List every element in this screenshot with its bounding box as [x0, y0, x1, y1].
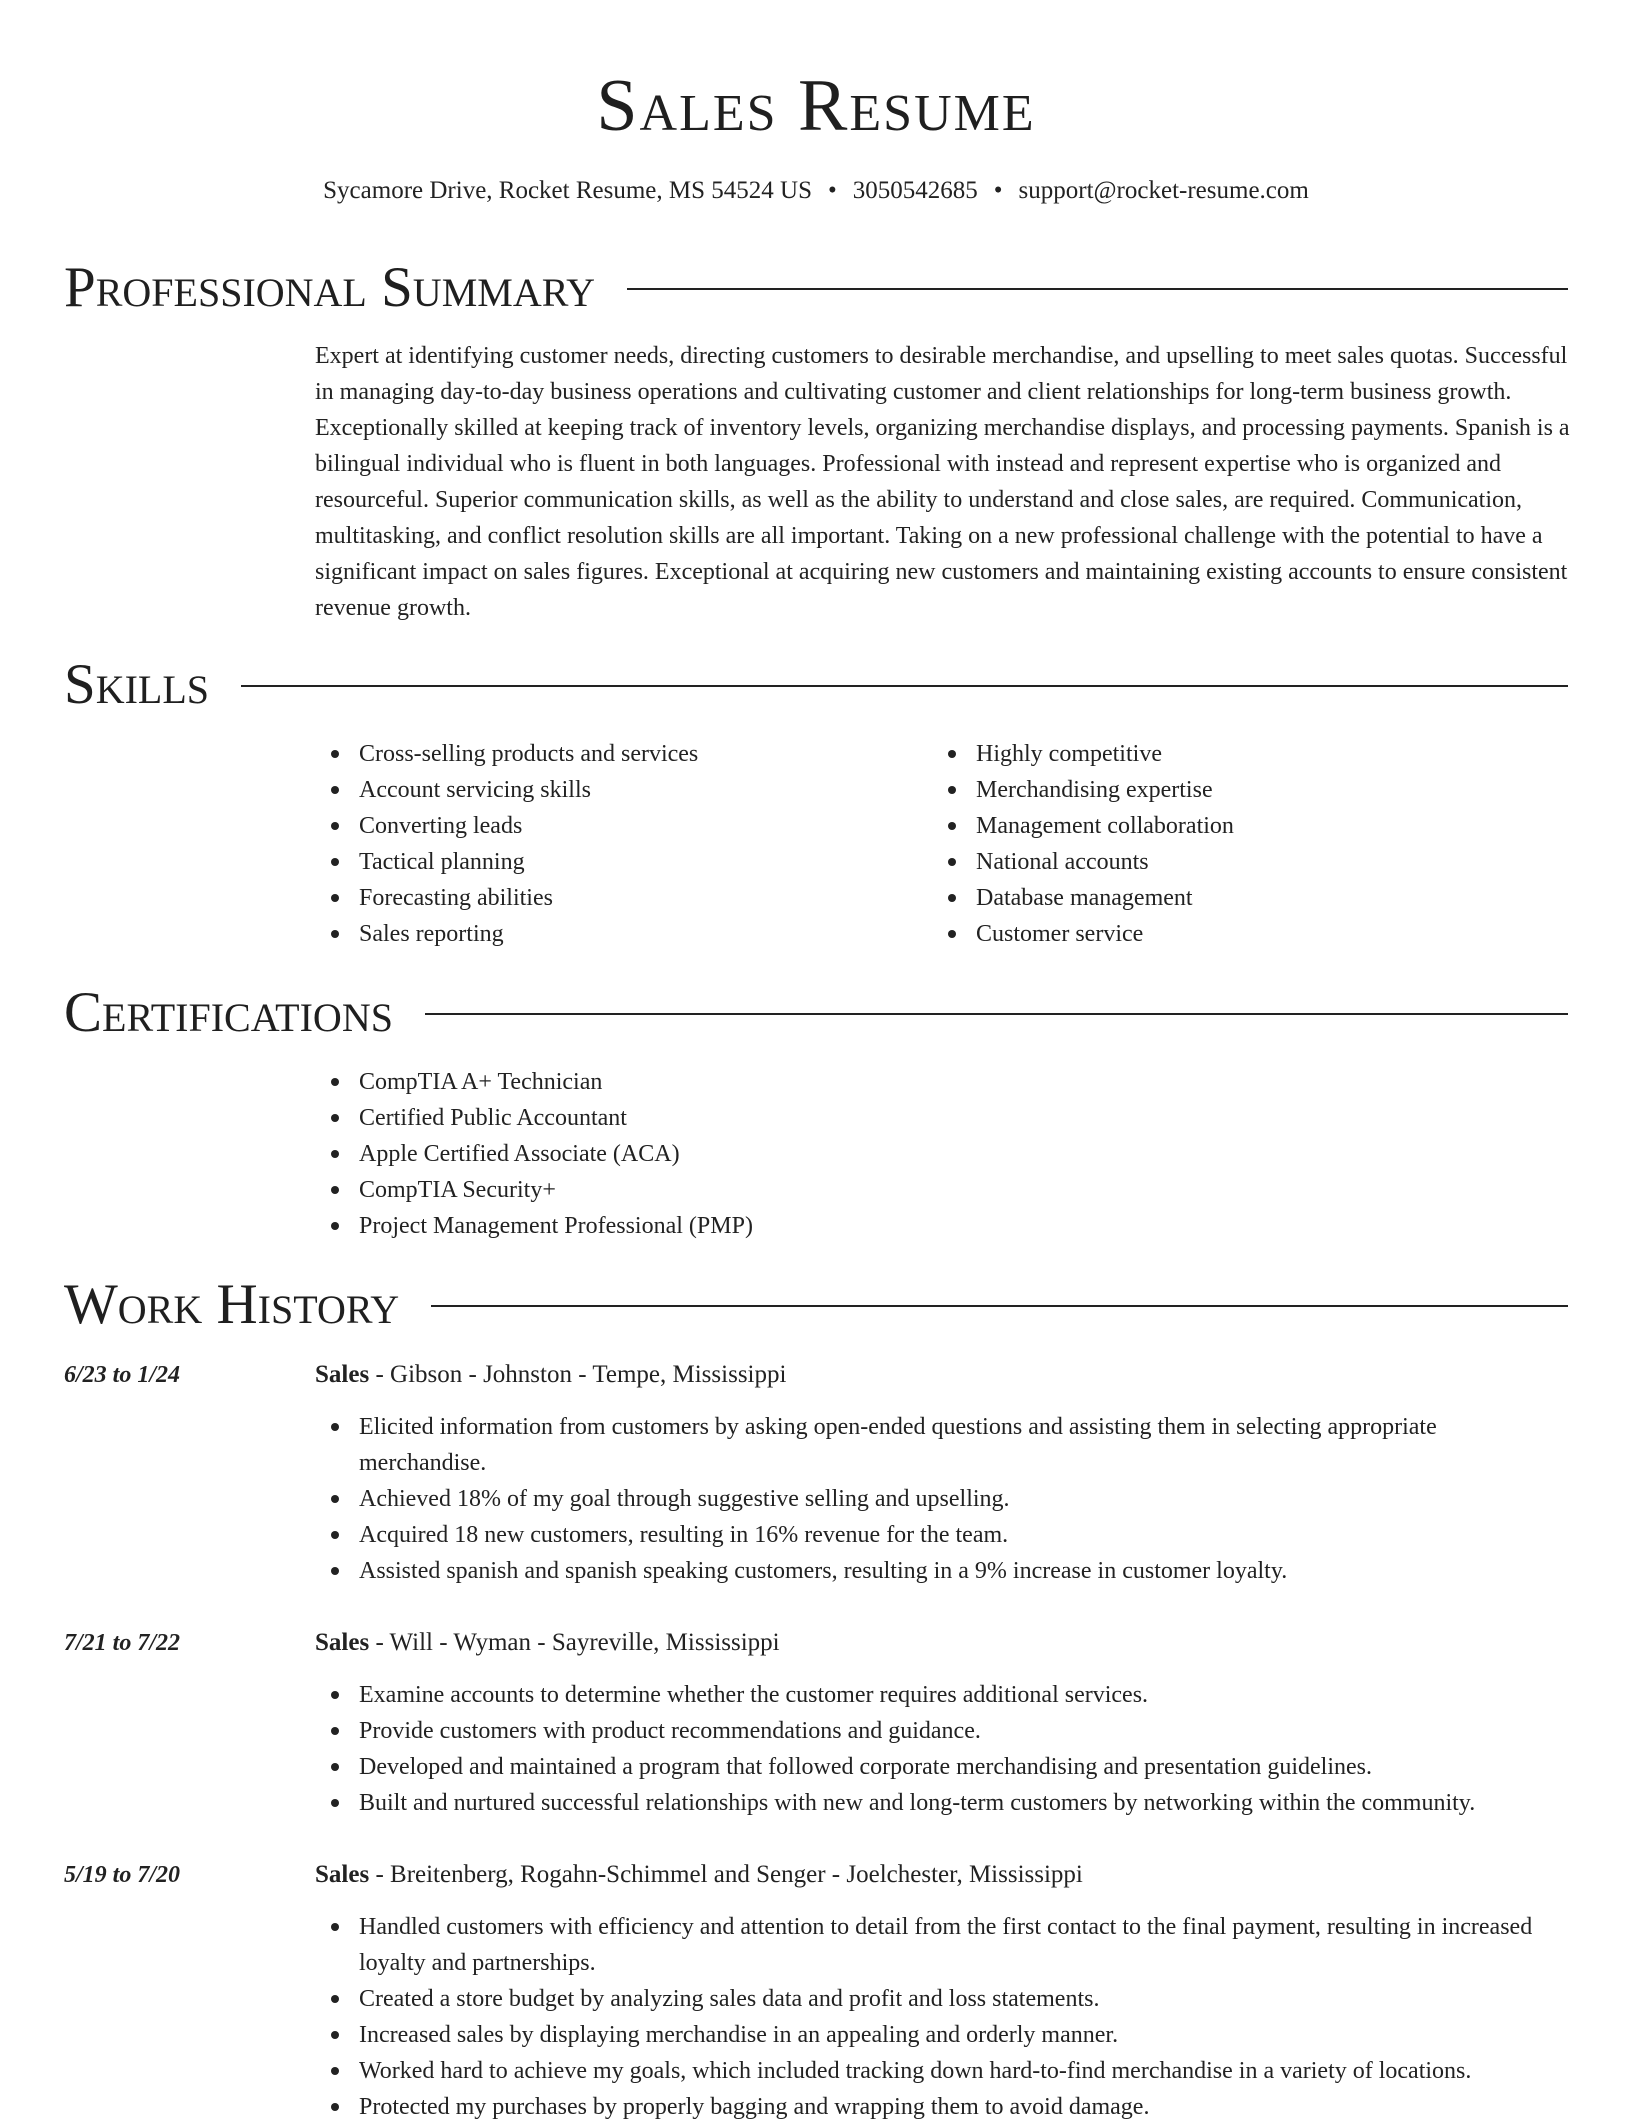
summary-heading-text: Professional Summary: [64, 256, 596, 319]
job-bullet: Developed and maintained a program that followed corporate merchandising and presentation guidelines.: [315, 1749, 1570, 1785]
job-dates: 7/21 to 7/22: [64, 1630, 181, 1656]
contact-address: Sycamore Drive, Rocket Resume, MS 54524 US: [323, 177, 812, 204]
section-divider: [627, 288, 1568, 290]
skill-item: Database management: [932, 880, 1532, 916]
job-bullet: Achieved 18% of my goal through suggestive selling and upselling.: [315, 1481, 1570, 1517]
job-bullet: Provide customers with product recommendations and guidance.: [315, 1713, 1570, 1749]
skill-item: Merchandising expertise: [932, 772, 1532, 808]
work-history-heading-text: Work History: [64, 1273, 400, 1336]
certifications-heading-text: Certifications: [64, 981, 393, 1044]
skill-item: Customer service: [932, 916, 1532, 952]
skills-heading-text: Skills: [64, 653, 210, 716]
skills-list-left: [315, 736, 915, 952]
job-bullet: Elicited information from customers by asking open-ended questions and assisting them in selecting appropriate merchandise.: [315, 1409, 1570, 1481]
skill-item: National accounts: [932, 844, 1532, 880]
section-divider: [241, 685, 1568, 687]
certifications-list: [315, 1064, 1515, 1244]
job-bullet: Worked hard to achieve my goals, which included tracking down hard-to-find merchandise in a variety of locations.: [315, 2053, 1570, 2089]
resume-title: Sales Resume: [596, 65, 1036, 147]
job-bullet: Assisted spanish and spanish speaking customers, resulting in a 9% increase in customer loyalty.: [315, 1553, 1570, 1589]
skill-item: Management collaboration: [932, 808, 1532, 844]
job-bullet: Handled customers with efficiency and attention to detail from the first contact to the final payment, resulting in increased loyalty and partnerships.: [315, 1909, 1570, 1981]
contact-line: [0, 174, 1632, 208]
skill-item: Converting leads: [315, 808, 915, 844]
job-bullets: [315, 1409, 1570, 1589]
skill-item: Forecasting abilities: [315, 880, 915, 916]
summary-text: Expert at identifying customer needs, directing customers to desirable merchandise, and upselling to meet sales quotas. Successful in managing day-to-day business operations and cultivating customer and client relationships for long-term business growth. Exceptionally skilled at keeping track of inventory levels, organizing merchandise displays, and processing payments. Spanish is a bilingual individual who is fluent in both languages. Professional with instead and represent expertise who is organized and resourceful. Superior communication skills, as well as the ability to understand and close sales, are required. Communication, multitasking, and conflict resolution skills are all important. Taking on a new professional challenge with the potential to have a significant impact on sales figures. Exceptional at acquiring new customers and maintaining existing accounts to ensure consistent revenue growth.: [315, 343, 1570, 621]
certification-item: Apple Certified Associate (ACA): [315, 1136, 1515, 1172]
job-title: [315, 1857, 1083, 1893]
job-details: - Will - Wyman - Sayreville, Mississippi: [375, 1629, 780, 1656]
job-title: [315, 1357, 786, 1393]
section-divider: [425, 1013, 1568, 1015]
job-dates: 5/19 to 7/20: [64, 1862, 181, 1888]
job-details: - Gibson - Johnston - Tempe, Mississippi: [375, 1361, 787, 1388]
job-bullet: Created a store budget by analyzing sales data and profit and loss statements.: [315, 1981, 1570, 2017]
job-bullets: [315, 1909, 1570, 2125]
skill-item: Tactical planning: [315, 844, 915, 880]
skills-list-right: [932, 736, 1532, 952]
job-bullet: Increased sales by displaying merchandise in an appealing and orderly manner.: [315, 2017, 1570, 2053]
skills-heading: [64, 650, 1568, 720]
job-bullets: [315, 1677, 1570, 1821]
certification-item: Project Management Professional (PMP): [315, 1208, 1515, 1244]
certification-item: Certified Public Accountant: [315, 1100, 1515, 1136]
summary-heading: [64, 253, 1568, 323]
skill-item: Highly competitive: [932, 736, 1532, 772]
job-role: Sales: [315, 1361, 370, 1388]
contact-email: support@rocket-resume.com: [1018, 177, 1309, 204]
contact-phone: 3050542685: [852, 177, 978, 204]
job-dates: 6/23 to 1/24: [64, 1362, 181, 1388]
certification-item: CompTIA Security+: [315, 1172, 1515, 1208]
skill-item: Cross-selling products and services: [315, 736, 915, 772]
job-details: - Breitenberg, Rogahn-Schimmel and Senger - Joelchester, Mississippi: [375, 1861, 1083, 1888]
skill-item: Sales reporting: [315, 916, 915, 952]
certifications-heading: [64, 978, 1568, 1048]
job-bullet: Acquired 18 new customers, resulting in 16% revenue for the team.: [315, 1517, 1570, 1553]
job-bullet: Protected my purchases by properly bagging and wrapping them to avoid damage.: [315, 2089, 1570, 2125]
job-role: Sales: [315, 1629, 370, 1656]
job-role: Sales: [315, 1861, 370, 1888]
contact-separator: •: [993, 177, 1003, 204]
certification-item: CompTIA A+ Technician: [315, 1064, 1515, 1100]
job-bullet: Examine accounts to determine whether the customer requires additional services.: [315, 1677, 1570, 1713]
work-history-heading: [64, 1270, 1568, 1340]
job-bullet: Built and nurtured successful relationships with new and long-term customers by networking within the community.: [315, 1785, 1570, 1821]
job-title: [315, 1625, 780, 1661]
section-divider: [431, 1305, 1568, 1307]
skill-item: Account servicing skills: [315, 772, 915, 808]
contact-separator: •: [828, 177, 837, 204]
